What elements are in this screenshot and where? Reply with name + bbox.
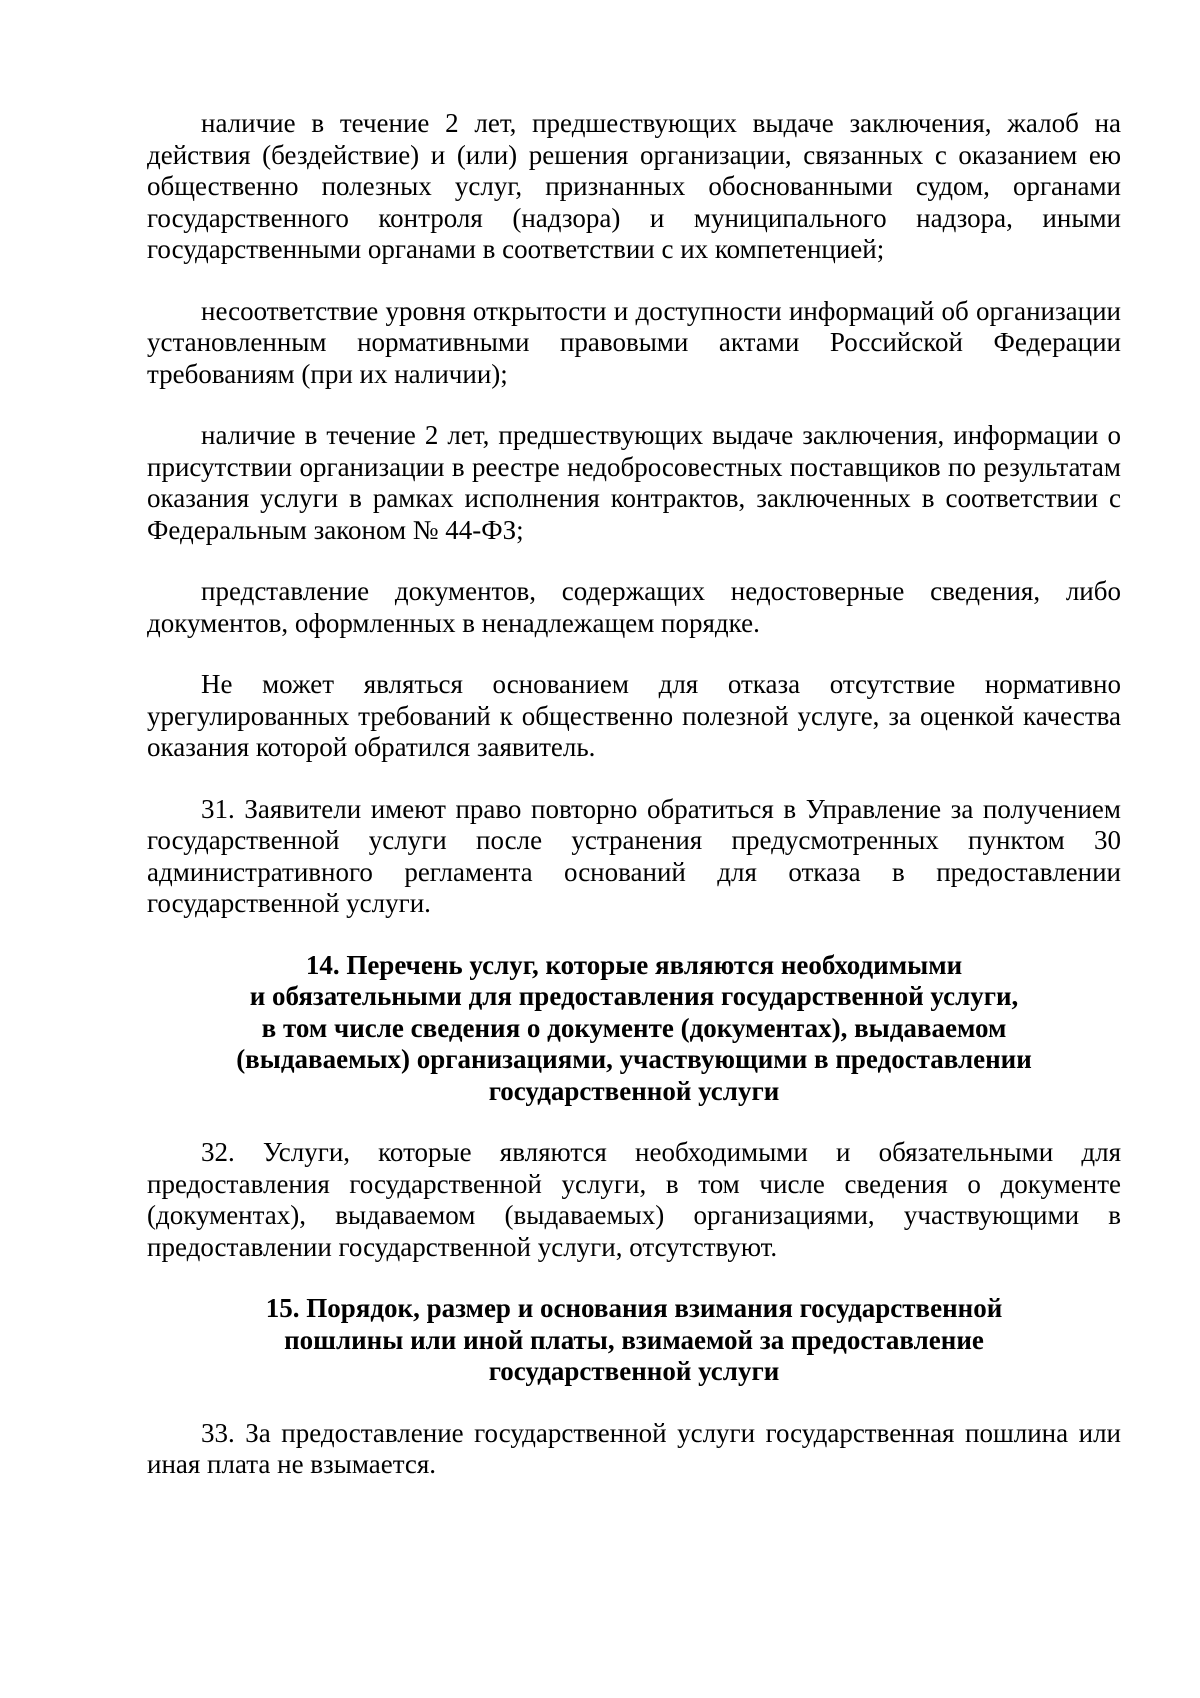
- section-14-heading-line: государственной услуги: [488, 1075, 780, 1106]
- section-14-heading-line: в том числе сведения о документе (документах), выдаваемом: [261, 1012, 1007, 1043]
- section-15-heading-line: пошлины или иной платы, взимаемой за предоставление: [284, 1324, 984, 1355]
- paragraph-32: 32. Услуги, которые являются необходимыми и обязательными для предоставления государственной услуги, в том числе сведения о документе (документах), выдаваемом (выдаваемых) организациями, участвующими в предоставлении государственной услуги, отсутствуют.: [147, 1137, 1121, 1262]
- section-15-heading-line: 15. Порядок, размер и основания взимания государственной: [265, 1293, 1003, 1323]
- paragraph-complaints: наличие в течение 2 лет, предшествующих выдаче заключения, жалоб на действия (бездействие) и (или) решения организации, связанных с оказанием ею общественно полезных услуг, признанных обоснованными судом, органами государственного контроля (надзора) и муниципального надзора, иными государственными органами в соответствии с их компетенцией;: [147, 108, 1121, 264]
- section-15-heading-line: государственной услуги: [488, 1356, 780, 1386]
- section-14-heading-line: (выдаваемых) организациями, участвующими в предоставлении: [236, 1044, 1032, 1074]
- paragraph-not-grounds: Не может являться основанием для отказа отсутствие нормативно урегулированных требований к общественно полезной услуге, за оценкой качества оказания которой обратился заявитель.: [147, 669, 1121, 762]
- paragraph-33: 33. За предоставление государственной услуги государственная пошлина или иная плата не взымается.: [147, 1417, 1121, 1479]
- paragraph-openness: несоответствие уровня открытости и доступности информаций об организации установленным нормативными правовыми актами Российской Федерации требованиям (при их наличии);: [147, 295, 1121, 389]
- section-14-heading-line: 14. Перечень услуг, которые являются необходимыми: [305, 949, 963, 980]
- document-page: [147, 108, 1121, 1511]
- section-15-heading: [147, 1293, 1121, 1388]
- section-14-heading: [147, 950, 1121, 1108]
- paragraph-false-documents: представление документов, содержащих недостоверные сведения, либо документов, оформленных в ненадлежащем порядке.: [147, 576, 1121, 638]
- paragraph-registry: наличие в течение 2 лет, предшествующих выдаче заключения, информации о присутствии организации в реестре недобросовестных поставщиков по результатам оказания услуги в рамках исполнения контрактов, заключенных в соответствии с Федеральным законом № 44-ФЗ;: [147, 420, 1121, 545]
- section-14-heading-line: и обязательными для предоставления государственной услуги,: [249, 981, 1019, 1011]
- paragraph-31: 31. Заявители имеют право повторно обратиться в Управление за получением государственной услуги после устранения предусмотренных пунктом 30 административного регламента оснований для отказа в предоставлении государственной услуги.: [147, 793, 1121, 918]
